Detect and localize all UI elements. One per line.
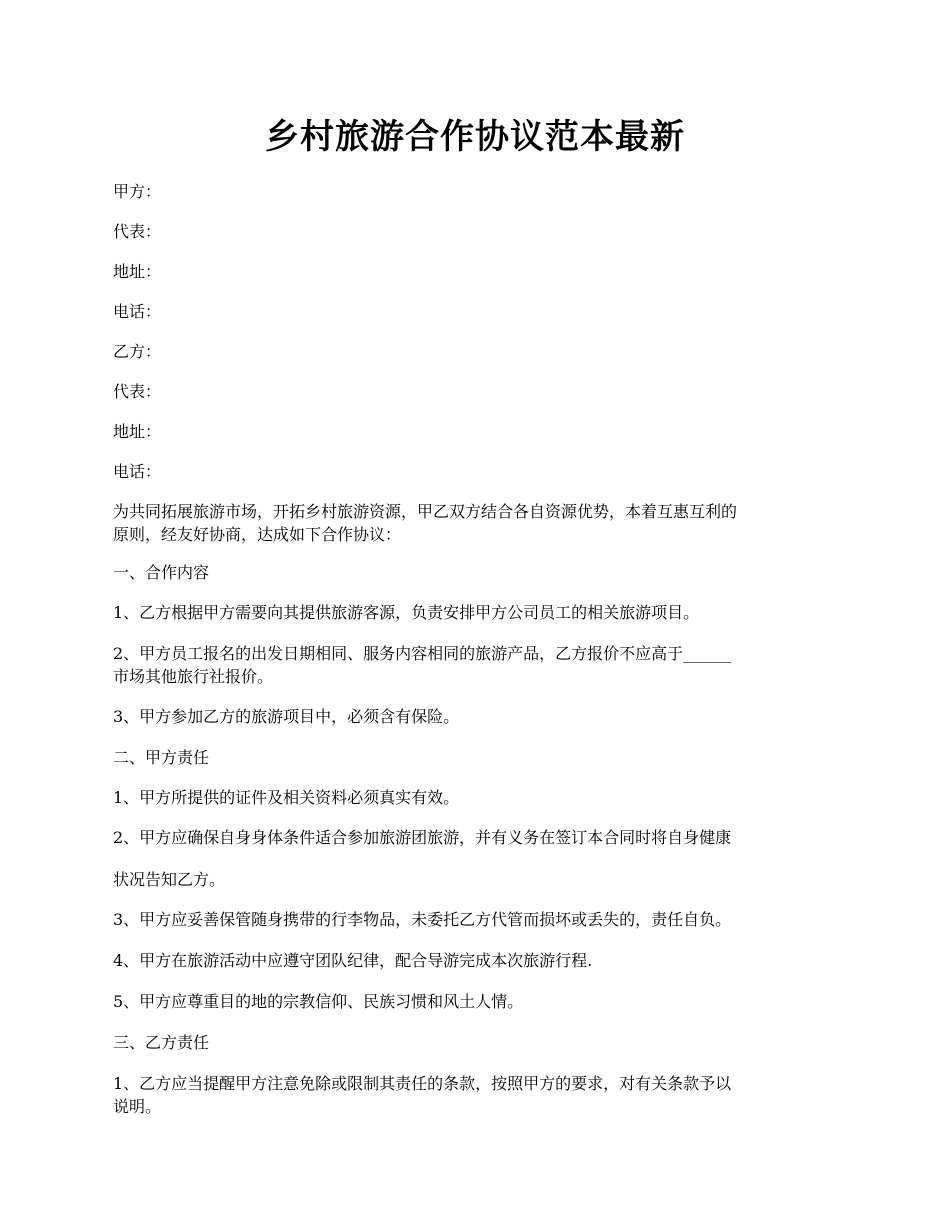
section-1-heading: 一、合作内容 bbox=[113, 563, 210, 582]
section-3-item-1-line-2: 说明。 bbox=[113, 1097, 162, 1116]
party-a-name-label: 甲方： bbox=[113, 182, 162, 201]
section-2-item-5: 5、甲方应尊重目的地的宗教信仰、民族习惯和风土人情。 bbox=[113, 992, 524, 1011]
intro-paragraph bbox=[113, 500, 843, 546]
section-1-item-2-line-2: 市场其他旅行社报价。 bbox=[113, 667, 274, 686]
section-2-item-2-line-2: 状况告知乙方。 bbox=[113, 870, 226, 889]
section-3-heading: 三、乙方责任 bbox=[113, 1033, 210, 1052]
section-2-item-3: 3、甲方应妥善保管随身携带的行李物品，未委托乙方代管而损坏或丢失的，责任自负。 bbox=[113, 910, 732, 929]
section-3-item-1-line-1: 1、乙方应当提醒甲方注意免除或限制其责任的条款，按照甲方的要求，对有关条款予以 bbox=[113, 1074, 732, 1093]
section-2-item-2-line-1: 2、甲方应确保自身身体条件适合参加旅游团旅游，并有义务在签订本合同时将自身健康 bbox=[113, 828, 732, 847]
party-a-phone-label: 电话： bbox=[113, 302, 162, 321]
party-a-rep-label: 代表： bbox=[113, 222, 162, 241]
section-2-item-1: 1、甲方所提供的证件及相关资料必须真实有效。 bbox=[113, 788, 460, 807]
section-1-item-3: 3、甲方参加乙方的旅游项目中，必须含有保险。 bbox=[113, 707, 460, 726]
section-3-item-1 bbox=[113, 1072, 843, 1118]
document-title: 乡村旅游合作协议范本最新 bbox=[265, 117, 685, 157]
party-b-phone-label: 电话： bbox=[113, 462, 162, 481]
intro-line-2: 原则，经友好协商，达成如下合作协议： bbox=[113, 525, 402, 544]
section-1-item-2-line-1: 2、甲方员工报名的出发日期相同、服务内容相同的旅游产品，乙方报价不应高于______ bbox=[113, 644, 732, 663]
party-b-rep-label: 代表： bbox=[113, 382, 162, 401]
intro-line-1: 为共同拓展旅游市场，开拓乡村旅游资源，甲乙双方结合各自资源优势，本着互惠互利的 bbox=[113, 502, 738, 521]
party-a-addr-label: 地址： bbox=[113, 262, 162, 281]
party-b-name-label: 乙方： bbox=[113, 342, 162, 361]
section-2-heading: 二、甲方责任 bbox=[113, 748, 210, 767]
section-2-item-4: 4、甲方在旅游活动中应遵守团队纪律，配合导游完成本次旅游行程. bbox=[113, 951, 593, 970]
section-1-item-2 bbox=[113, 642, 843, 688]
section-1-item-1: 1、乙方根据甲方需要向其提供旅游客源，负责安排甲方公司员工的相关旅游项目。 bbox=[113, 603, 700, 622]
party-b-addr-label: 地址： bbox=[113, 422, 162, 441]
